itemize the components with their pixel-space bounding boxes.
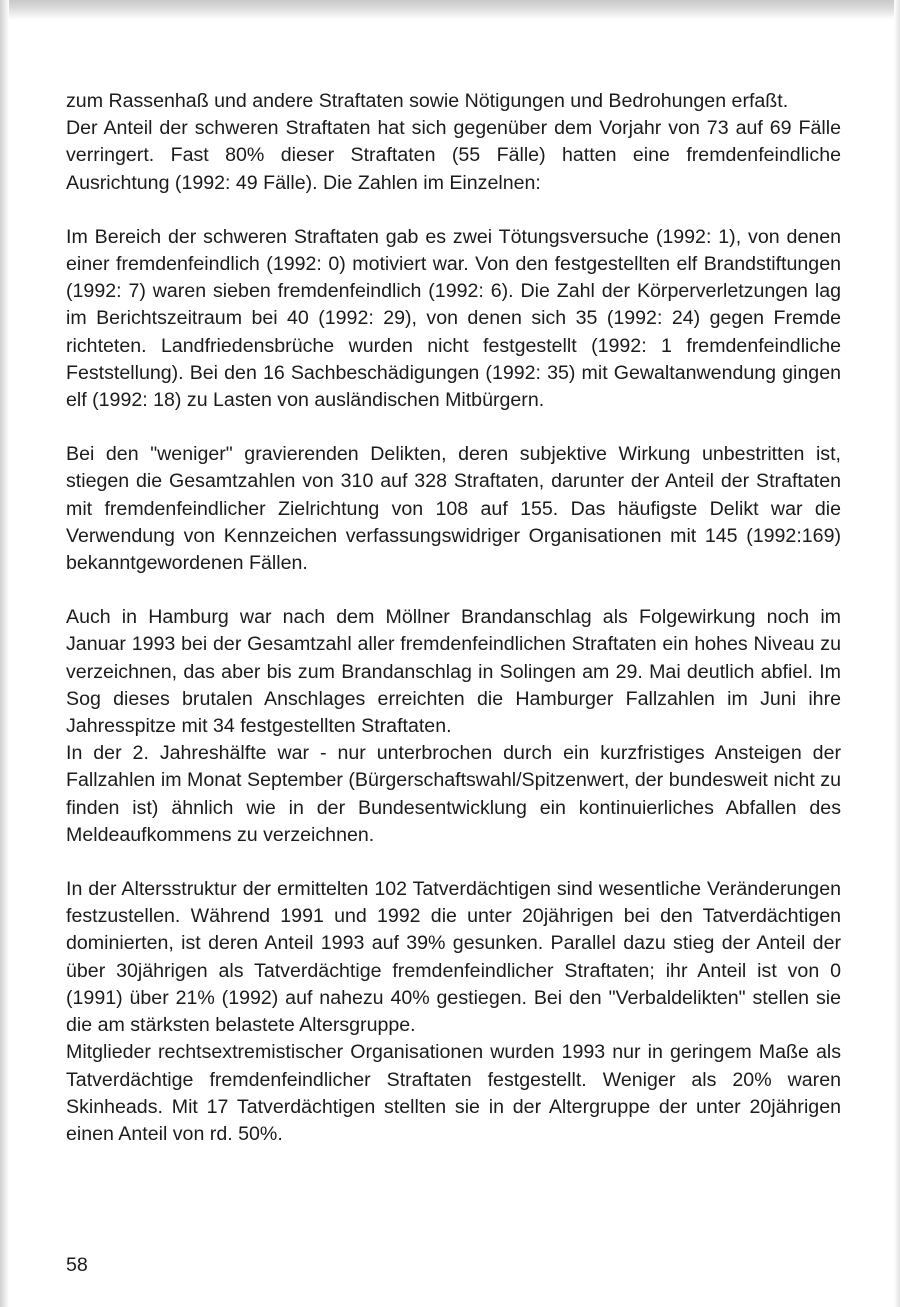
scan-edge-left (0, 0, 9, 1307)
page-number: 58 (66, 1254, 88, 1276)
paragraph-second-half-year: In der 2. Jahreshälfte war - nur unterbrochen durch ein kurzfristiges Ansteigen der Fallzahlen im Monat September (Bürgerschaftswahl/Spitzenwert, der bundesweit nicht zu finden ist) ähnlich wie in der Bundesentwicklung ein kontinuierliches Abfallen des Meldeaufkommens zu verzeichnen. (66, 742, 841, 846)
scan-edge-top (0, 0, 900, 20)
paragraph-hamburg-trend: Auch in Hamburg war nach dem Möllner Brandanschlag als Folgewirkung noch im Januar 1993 bei der Gesamtzahl aller fremdenfeindlichen Straftaten ein hohes Niveau zu verzeichnen, das aber bis zum Brandanschlag in Solingen am 29. Mai deutlich abfiel. Im Sog dieses brutalen Anschlages erreichten die Hamburger Fallzahlen im Juni ihre Jahresspitze mit 34 festgestellten Straftaten. (66, 606, 841, 738)
paragraph-severe-offences-details: Im Bereich der schweren Straftaten gab es zwei Tötungsversuche (1992: 1), von denen einer fremdenfeindlich (1992: 0) motiviert war. Von den festgestellten elf Brandstiftungen (1992: 7) waren sieben fremdenfeindlich (1992: 6). Die Zahl der Körperverletzungen lag im Berichtszeitraum bei 40 (1992: 29), von denen sich 35 (1992: 24) gegen Fremde richteten. Landfriedensbrüche wurden nicht festgestellt (1992: 1 fremdenfeindliche Feststellung). Bei den 16 Sachbeschädigungen (1992: 35) mit Gewaltanwendung gingen elf (1992: 18) zu Lasten von ausländischen Mitbürgern. (66, 225, 841, 412)
document-body (66, 88, 841, 1148)
paragraph-age-structure: In der Altersstruktur der ermittelten 102 Tatverdächtigen sind wesentliche Veränderungen festzustellen. Während 1991 und 1992 die unter 20jährigen bei den Tatverdächtigen dominierten, ist deren Anteil 1993 auf 39% gesunken. Parallel dazu stieg der Anteil der über 30jährigen als Tatverdächtige fremdenfeindlicher Straftaten; ihr Anteil ist von 0 (1991) über 21% (1992) auf nahezu 40% gestiegen. Bei den "Verbaldelikten" stellen sie die am stärksten belastete Altersgruppe. (66, 878, 841, 1037)
paragraph-severe-offences-summary: Der Anteil der schweren Straftaten hat sich gegenüber dem Vorjahr von 73 auf 69 Fälle verringert. Fast 80% dieser Straftaten (55 Fälle) hatten eine fremdenfeindliche Ausrichtung (1992: 49 Fälle). Die Zahlen im Einzelnen: (66, 117, 841, 194)
paragraph-intro-end: zum Rassenhaß und andere Straftaten sowie Nötigungen und Bedrohungen erfaßt. (66, 90, 789, 112)
paragraph-lesser-offences: Bei den "weniger" gravierenden Delikten, deren subjektive Wirkung unbestritten ist, stiegen die Gesamtzahlen von 310 auf 328 Straftaten, darunter der Anteil der Straftaten mit fremdenfeindlicher Zielrichtung von 108 auf 155. Das häufigste Delikt war die Verwendung von Kennzeichen verfassungswidriger Organisationen mit 145 (1992:169) bekanntgewordenen Fällen. (66, 443, 841, 575)
scan-edge-right (894, 0, 900, 1307)
paragraph-organisation-members: Mitglieder rechtsextremistischer Organisationen wurden 1993 nur in geringem Maße als Tatverdächtige fremdenfeindlicher Straftaten festgestellt. Weniger als 20% waren Skinheads. Mit 17 Tatverdächtigen stellten sie in der Altergruppe der unter 20jährigen einen Anteil von rd. 50%. (66, 1041, 841, 1145)
